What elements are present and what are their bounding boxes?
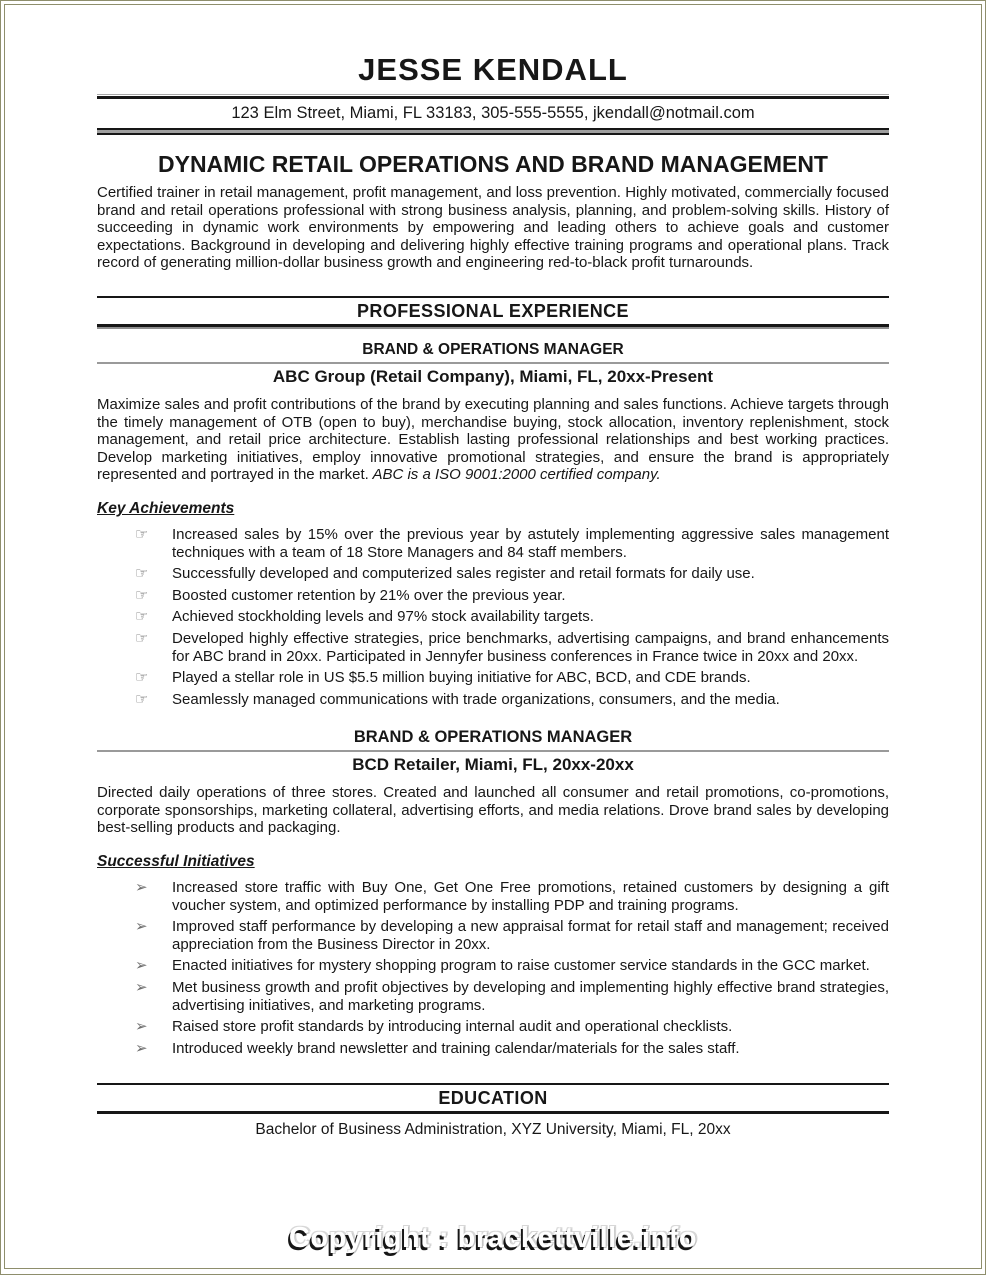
list-item [97,526,889,561]
achievement-text: Achieved stockholding levels and 97% stock availability targets. [172,608,594,626]
job-entry-abc [97,341,889,708]
arrowhead-icon: ➢ [135,1039,148,1057]
achievement-list [97,526,889,708]
pointing-hand-icon: ☞ [135,669,149,687]
achievement-text: Played a stellar role in US $5.5 million buying initiative for ABC, BCD, and CDE brands. [172,669,751,687]
list-item [97,608,889,626]
person-name: JESSE KENDALL [358,52,628,87]
pointing-hand-icon: ☞ [135,565,149,583]
resume-document [5,53,981,1139]
arrowhead-icon: ➢ [135,1018,148,1036]
list-item [97,879,889,914]
initiative-text: Improved staff performance by developing a new appraisal format for retail staff and management; received appreciation from the Business Director in 20xx. [172,918,889,953]
job-description-note: ABC is a ISO 9001:2000 certified company. [368,466,661,484]
job-entry-bcd [97,728,889,1057]
initiative-text: Introduced weekly brand newsletter and training calendar/materials for the sales staff. [172,1039,740,1057]
list-item [97,918,889,953]
arrowhead-icon: ➢ [135,879,148,897]
pointing-hand-icon: ☞ [135,525,149,543]
subsection-title-key-achievements: Key Achievements [97,499,235,517]
list-item [97,691,889,709]
pointing-hand-icon: ☞ [135,608,149,626]
subsection-title-successful-initiatives: Successful Initiatives [97,853,255,871]
pointing-hand-icon: ☞ [135,586,149,604]
copyright-watermark: Copyright : brackettville.info [288,1222,698,1254]
achievement-text: Increased sales by 15% over the previous year by astutely implementing aggressive sales management techniques with a team of 18 Store Managers and 84 staff members. [172,525,889,561]
list-item [97,587,889,605]
section-title-education: EDUCATION [438,1088,548,1109]
initiative-text: Raised store profit standards by introducing internal audit and operational checklists. [172,1018,733,1036]
initiative-text: Increased store traffic with Buy One, Get One Free promotions, retained customers by designing a gift voucher system, and optimized performance by installing PDP and training programs. [172,879,889,914]
job-company-line: ABC Group (Retail Company), Miami, FL, 20xx-Present [272,366,714,386]
achievement-text: Boosted customer retention by 21% over the previous year. [172,586,566,604]
list-item [97,957,889,975]
section-title-experience: PROFESSIONAL EXPERIENCE [357,300,629,321]
initiative-text: Met business growth and profit objectives by developing and implementing highly effective brand strategies, advertising initiatives, and marketing programs. [172,979,889,1014]
summary-paragraph: Certified trainer in retail management, profit management, and loss prevention. Highly motivated, commercially focused brand and retail operations professional with strong business analysis, planning, and problem-solving skills. History of succeeding in dynamic work environments by empowering and leading others to achieve goals and customer expectations. Background in developing and delivering highly effective training programs and operational plans. Track record of generating million-dollar business growth and engineering red-to-black profit turnarounds. [97,184,889,272]
headline: DYNAMIC RETAIL OPERATIONS AND BRAND MANAGEMENT [158,151,828,177]
job-company-line: BCD Retailer, Miami, FL, 20xx-20xx [352,755,634,775]
list-item [97,1040,889,1058]
header-divider-double [97,128,889,135]
list-item [97,630,889,665]
page-border-frame [4,4,982,1269]
initiative-text: Enacted initiatives for mystery shopping program to raise customer service standards in the GCC market. [172,957,870,975]
job-description-text: Maximize sales and profit contributions of the brand by executing planning and sales functions. Achieve targets through the timely management of OTB (open to buy), merchandise buying, stock allocation, inventory replenishment, stock management, and retail price architecture. Establish lasting professional relationships and best working practices. Develop marketing initiatives, employ innovative promotional strategies, and ensure the brand is appropriately represented and portrayed in the market. [97,395,889,484]
arrowhead-icon: ➢ [135,957,148,975]
achievement-text: Developed highly effective strategies, price benchmarks, advertising campaigns, and brand enhancements for ABC brand in 20xx. Participated in Jennyfer business conferences in France twice in 20xx and 20xx. [172,629,889,665]
pointing-hand-icon: ☞ [135,690,149,708]
list-item [97,1018,889,1036]
job-title: BRAND & OPERATIONS MANAGER [353,728,633,747]
initiative-list [97,879,889,1057]
pointing-hand-icon: ☞ [135,629,149,647]
degree-line: Bachelor of Business Administration, XYZ University, Miami, FL, 20xx [255,1121,731,1139]
job-title: BRAND & OPERATIONS MANAGER [362,340,624,358]
list-item [97,565,889,583]
job-description [97,396,889,484]
list-item [97,669,889,687]
section-divider-bottom [97,324,889,329]
arrowhead-icon: ➢ [135,979,148,997]
achievement-text: Seamlessly managed communications with trade organizations, consumers, and the media. [172,690,780,708]
contact-line: 123 Elm Street, Miami, FL 33183, 305-555-5555, jkendall@notmail.com [231,104,755,122]
list-item [97,979,889,1014]
job-description: Directed daily operations of three stores. Created and launched all consumer and retail promotions, co-promotions, corporate sponsorships, marketing collateral, advertising efforts, and media relations. Drove brand sales by developing best-selling products and packaging. [97,784,889,837]
achievement-text: Successfully developed and computerized sales register and retail formats for daily use. [172,565,755,583]
arrowhead-icon: ➢ [135,918,148,936]
